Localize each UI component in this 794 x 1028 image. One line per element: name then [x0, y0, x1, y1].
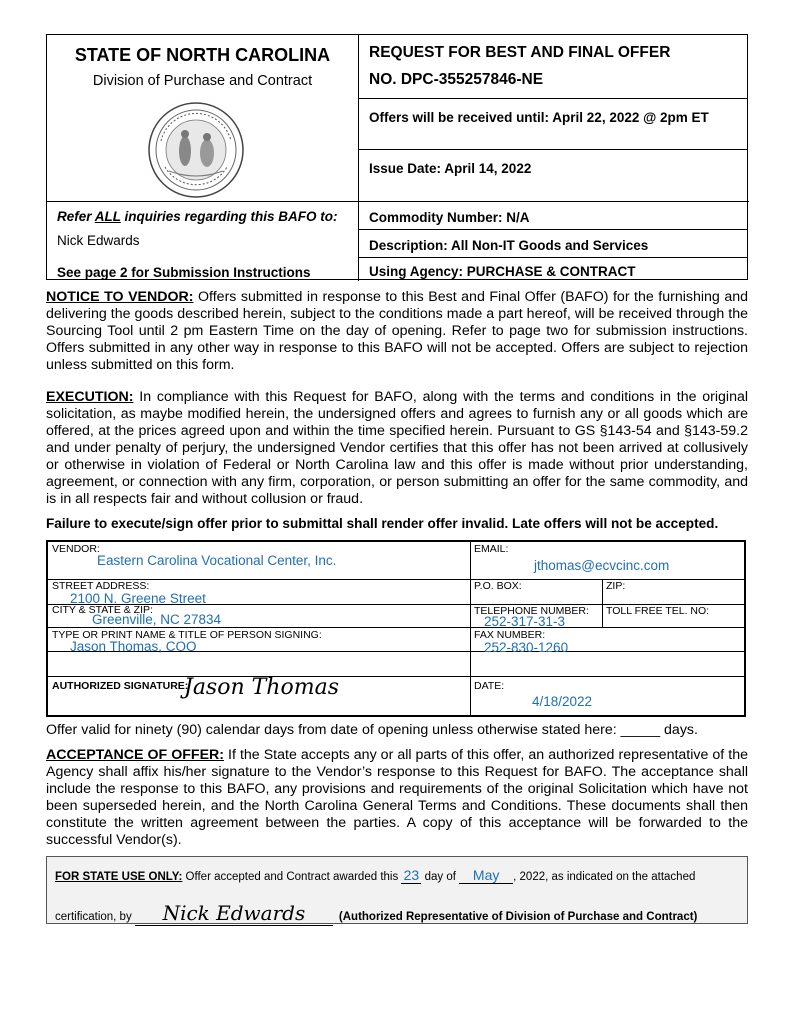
date-field[interactable]: 4/18/2022	[532, 694, 593, 709]
offers-deadline: Offers will be received until: April 22, 2022 @ 2pm ET	[369, 110, 709, 125]
vendor-label: VENDOR:	[52, 543, 100, 555]
request-title: REQUEST FOR BEST AND FINAL OFFER	[369, 44, 671, 61]
signature-label: AUTHORIZED SIGNATURE:	[52, 680, 189, 692]
fax-label: FAX NUMBER:	[474, 629, 546, 641]
great-seal-icon	[147, 101, 245, 204]
fax-field[interactable]: 252-830-1260	[484, 640, 569, 655]
see-page-note: See page 2 for Submission Instructions	[57, 265, 311, 280]
inquiries-label: Refer ALL inquiries regarding this BAFO to:	[57, 209, 338, 224]
street-label: STREET ADDRESS:	[52, 580, 150, 592]
email-field[interactable]: jthomas@ecvcinc.com	[534, 558, 670, 573]
commodity-number: Commodity Number: N/A	[369, 210, 530, 225]
award-day-field[interactable]: 23	[401, 867, 421, 884]
failure-note: Failure to execute/sign offer prior to submittal shall render offer invalid. Late offers will not be accepted.	[46, 516, 719, 531]
notice-paragraph: NOTICE TO VENDOR: Offers submitted in response to this Best and Final Offer (BAFO) for the furnishing and delivering the goods described herein, subject to the conditions made a part hereof, will be received through the Sourcing Tool until 2 pm Eastern Time on the day of opening. Refer to page two for submission instructions. Offers submitted in any other way in response to this BAFO will not be accepted. Offers are subject to rejection unless submitted on this form.	[46, 289, 748, 373]
request-number: NO. DPC-355257846-NE	[369, 71, 544, 88]
validity-note: Offer valid for ninety (90) calendar days from date of opening unless otherwise stated here: _____ days.	[46, 722, 698, 738]
vendor-info-table	[46, 540, 746, 717]
city-field[interactable]: Greenville, NC 27834	[92, 612, 222, 627]
pobox-label: P.O. BOX:	[474, 580, 522, 592]
vendor-name-field[interactable]: Eastern Carolina Vocational Center, Inc.	[97, 553, 337, 568]
email-label: EMAIL:	[474, 543, 509, 555]
phone-field[interactable]: 252-317-31-3	[484, 614, 566, 629]
authorized-signature[interactable]: Jason Thomas	[184, 675, 339, 700]
division-name: Division of Purchase and Contract	[92, 73, 313, 89]
name-title-label: TYPE OR PRINT NAME & TITLE OF PERSON SIGNING:	[52, 629, 322, 641]
state-signature[interactable]: Nick Edwards	[135, 901, 333, 926]
state-use-box	[46, 856, 748, 924]
phone-label: TELEPHONE NUMBER:	[474, 605, 589, 617]
state-use-line2: certification, by Nick Edwards (Authorized Representative of Division of Purchase and Contract)	[55, 901, 698, 925]
description: Description: All Non-IT Goods and Services	[369, 238, 649, 253]
tollfree-label: TOLL FREE TEL. NO:	[606, 605, 710, 617]
name-title-field[interactable]: Jason Thomas, COO	[70, 639, 197, 654]
execution-paragraph: EXECUTION: In compliance with this Request for BAFO, along with the terms and conditions in the original solicitation, as maybe modified herein, the undersigned offers and agrees to furnish any or all goods which are offered, at the prices agreed upon and within the time specified herein. Pursuant to GS §143-54 and §143-59.2 and under penalty of perjury, the undersigned Vendor certifies that this offer has not been arrived at collusively or otherwise in violation of Federal or North Carolina law and this offer is made without prior understanding, agreement, or connection with any firm, corporation, or person submitting an offer for the same commodity, and is in all respects fair and without collusion or fraud.	[46, 389, 748, 507]
bafo-header-table	[46, 34, 748, 280]
using-agency: Using Agency: PURCHASE & CONTRACT	[369, 264, 636, 279]
state-use-line1: FOR STATE USE ONLY: Offer accepted and Contract awarded this 23 day of May , 2022, as indicated on the attached	[55, 867, 696, 883]
state-title: STATE OF NORTH CAROLINA	[74, 45, 331, 65]
issue-date: Issue Date: April 14, 2022	[369, 161, 532, 176]
date-label: DATE:	[474, 680, 505, 692]
zip-label: ZIP:	[606, 580, 626, 592]
city-label: CITY & STATE & ZIP:	[52, 604, 153, 616]
acceptance-paragraph: ACCEPTANCE OF OFFER: If the State accepts any or all parts of this offer, an authorized representative of the Agency shall affix his/her signature to the Vendor’s response to this Request for BAFO. The acceptance shall include the response to this BAFO, any provisions and requirements of the original Solicitation which have not been superseded herein, and the North Carolina General Terms and Conditions. These documents shall then constitute the written agreement between the parties. A copy of this acceptance will be forwarded to the successful Vendor(s).	[46, 747, 748, 848]
street-field[interactable]: 2100 N. Greene Street	[70, 591, 206, 606]
award-month-field[interactable]: May	[459, 867, 513, 884]
contact-name: Nick Edwards	[57, 233, 140, 248]
